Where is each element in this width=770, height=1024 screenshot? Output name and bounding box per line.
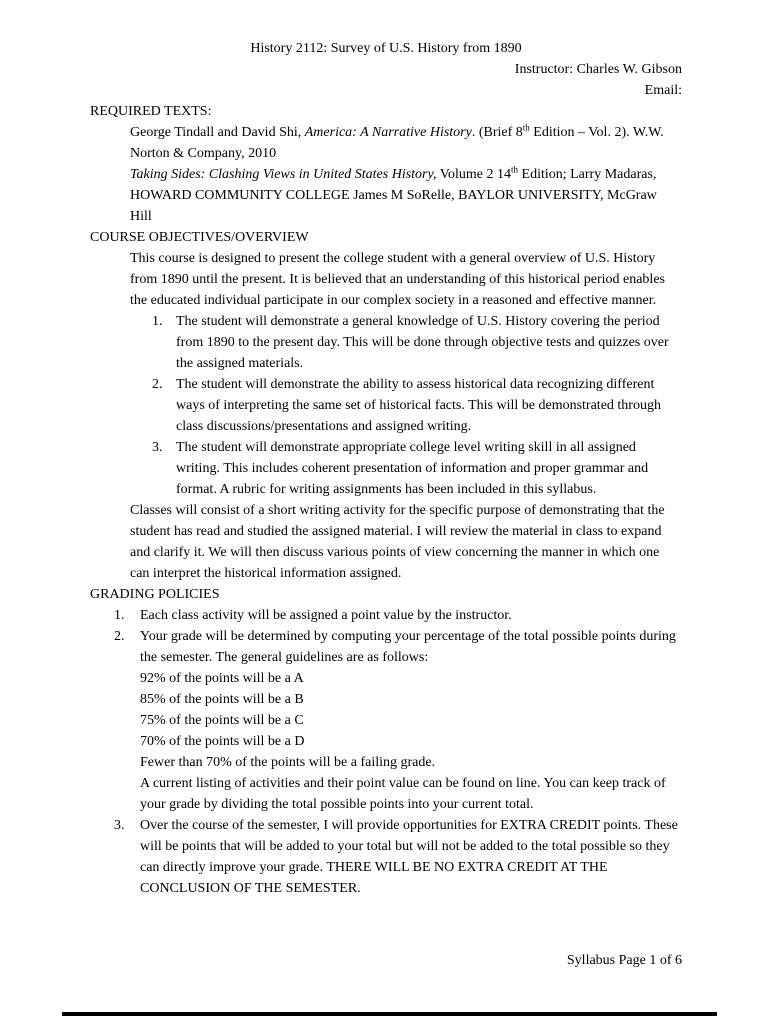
book2-edition: Volume 2 14: [436, 167, 511, 182]
grading-item-1: [114, 605, 682, 626]
list-number: 3.: [152, 440, 163, 455]
objective-item-3: [152, 437, 682, 500]
required-text-book-2: [130, 164, 682, 227]
book1-title: America: A Narrative History: [304, 125, 472, 140]
page-footer: Syllabus Page 1 of 6: [566, 953, 682, 968]
grading-item-2-intro: Your grade will be determined by computing your percentage of the total possible points during the semester. The general guidelines are as follows:: [140, 629, 676, 665]
objective-item-1: [152, 311, 682, 374]
course-objectives-closing: Classes will consist of a short writing activity for the specific purpose of demonstrating that the student has read and studied the assigned material. I will review the material in class to expand and clarify it. We will then discuss various points of view concerning the manner in which one can interpret the historical information assigned.: [130, 503, 665, 581]
objective-item-3-text: The student will demonstrate appropriate college level writing skill in all assigned writing. This includes coherent presentation of information and proper grammar and format. A rubric for writing assignments has been included in this syllabus.: [176, 440, 649, 497]
book2-title: Taking Sides: Clashing Views in United States History,: [130, 167, 437, 182]
objective-item-2: [152, 374, 682, 437]
grade-line-d: 70% of the points will be a D: [140, 734, 305, 749]
course-objectives-heading: COURSE OBJECTIVES/OVERVIEW: [90, 230, 309, 245]
grading-item-3-text: Over the course of the semester, I will provide opportunities for EXTRA CREDIT points. These will be points that will be added to your total but will not be added to the total possible so they can directly improve your grade. THERE WILL BE NO EXTRA CREDIT AT THE CONCLUSION OF THE SEMESTER.: [140, 818, 678, 896]
book2-ordinal-sup: th: [511, 164, 519, 175]
page-title: History 2112: Survey of U.S. History from 1890: [250, 41, 522, 56]
book2-publisher: Edition; Larry Madaras, HOWARD COMMUNITY COLLEGE James M SoRelle, BAYLOR UNIVERSITY, McGraw Hill: [130, 167, 657, 224]
instructor-line: Instructor: Charles W. Gibson: [514, 62, 682, 77]
grade-tracking-note: A current listing of activities and their point value can be found on line. You can keep track of your grade by dividing the total possible points into your current total.: [140, 776, 666, 812]
grade-line-a: 92% of the points will be a A: [140, 671, 304, 686]
grading-policies-list: [114, 605, 682, 899]
grading-policies-heading: GRADING POLICIES: [90, 587, 220, 602]
list-number: 1.: [114, 608, 125, 623]
grade-line-b: 85% of the points will be a B: [140, 692, 304, 707]
list-number: 2.: [152, 377, 163, 392]
grading-item-2: [114, 626, 682, 815]
book1-ordinal-sup: th: [522, 122, 530, 133]
required-text-book-1: [130, 122, 682, 164]
list-number: 3.: [114, 818, 125, 833]
grading-item-3: [114, 815, 682, 899]
list-number: 1.: [152, 314, 163, 329]
grade-line-failing: Fewer than 70% of the points will be a failing grade.: [140, 755, 436, 770]
grading-item-1-text: Each class activity will be assigned a point value by the instructor.: [140, 608, 512, 623]
syllabus-page: [90, 38, 682, 899]
required-texts-heading: REQUIRED TEXTS:: [90, 104, 212, 119]
course-objectives-intro: This course is designed to present the college student with a general overview of U.S. History from 1890 until the present. It is believed that an understanding of this historical period enables the educated individual participate in our complex society in a reasoned and effective manner.: [130, 251, 665, 308]
book1-publisher: Edition – Vol. 2). W.W. Norton & Company, 2010: [130, 125, 664, 161]
book1-edition: . (Brief 8: [471, 125, 523, 140]
book1-authors: George Tindall and David Shi,: [130, 125, 305, 140]
grading-item-2-body: [140, 626, 682, 815]
course-objectives-list: [152, 311, 682, 500]
grade-line-c: 75% of the points will be a C: [140, 713, 304, 728]
email-line: Email:: [644, 83, 682, 98]
objective-item-1-text: The student will demonstrate a general knowledge of U.S. History covering the period from 1890 to the present day. This will be done through objective tests and quizzes over the assigned materials.: [176, 314, 669, 371]
list-number: 2.: [114, 629, 125, 644]
scan-artifact-bar: [62, 1012, 717, 1016]
objective-item-2-text: The student will demonstrate the ability to assess historical data recognizing different ways of interpreting the same set of historical facts. This will be demonstrated through class discussions/presentations and assigned writing.: [176, 377, 661, 434]
